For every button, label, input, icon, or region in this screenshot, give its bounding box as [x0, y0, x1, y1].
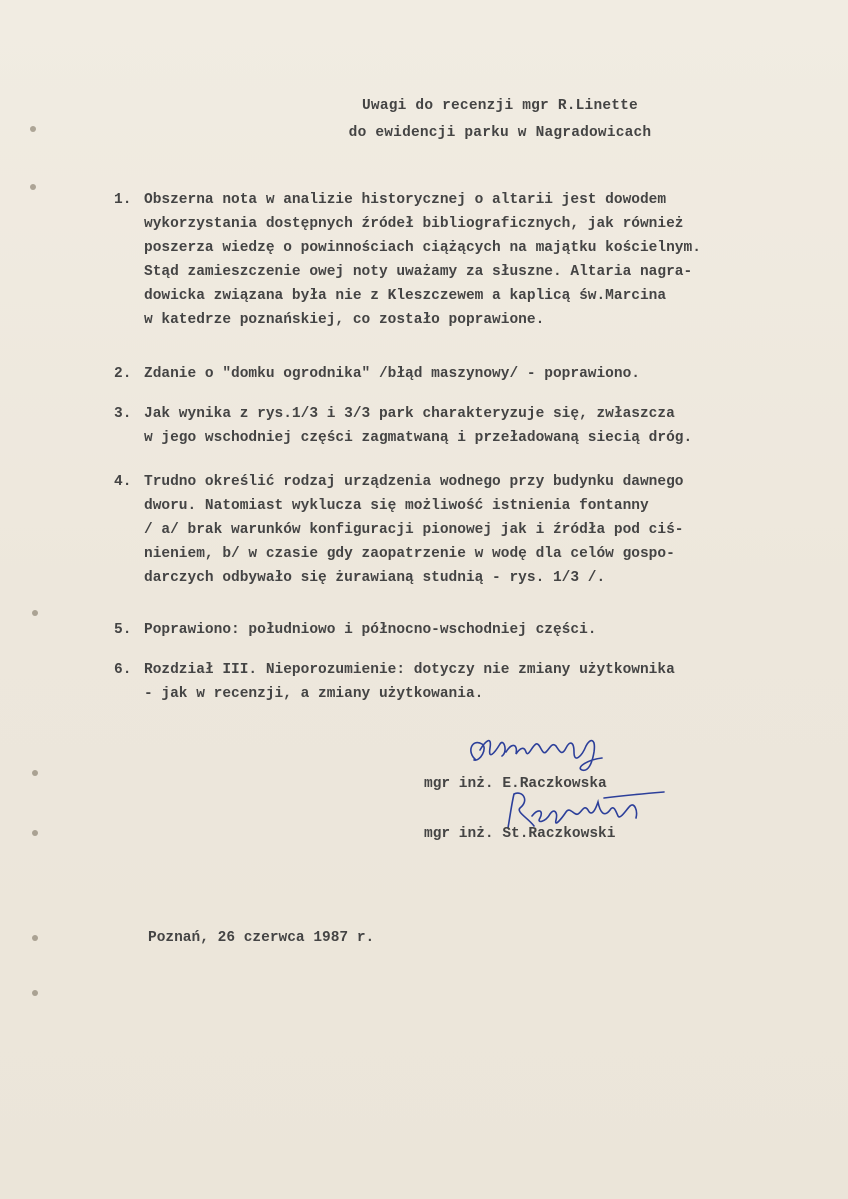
document-date: Poznań, 26 czerwca 1987 r. — [148, 930, 375, 946]
item-number: 1. — [114, 192, 132, 208]
document-title-line-2: do ewidencji parku w Nagradowicach — [348, 125, 652, 141]
item-number: 5. — [114, 622, 132, 638]
paragraph-line: Rozdział III. Nieporozumienie: dotyczy nie zmiany użytkownika — [144, 662, 675, 678]
paragraph-line: Jak wynika z rys.1/3 i 3/3 park charakteryzuje się, zwłaszcza — [144, 406, 675, 422]
item-number: 2. — [114, 366, 132, 382]
signatory-name: mgr inż. E.Raczkowska — [424, 776, 607, 792]
paragraph-line: nieniem, b/ w czasie gdy zaopatrzenie w wodę dla celów gospo- — [144, 546, 675, 562]
paragraph-line: - jak w recenzji, a zmiany użytkowania. — [144, 686, 484, 702]
item-number: 4. — [114, 474, 132, 490]
binder-holes — [0, 0, 60, 1199]
item-number: 3. — [114, 406, 132, 422]
binder-hole — [32, 770, 38, 776]
item-number: 6. — [114, 662, 132, 678]
paragraph-line: Obszerna nota w analizie historycznej o altarii jest dowodem — [144, 192, 667, 208]
binder-hole — [30, 184, 36, 190]
paragraph-line: Poprawiono: południowo i północno-wschodniej części. — [144, 622, 597, 638]
paragraph-line: / a/ brak warunków konfiguracji pionowej jak i źródła pod ciś- — [144, 522, 684, 538]
binder-hole — [32, 830, 38, 836]
paragraph-line: Trudno określić rodzaj urządzenia wodnego przy budynku dawnego — [144, 474, 684, 490]
binder-hole — [32, 610, 38, 616]
paragraph-line: dworu. Natomiast wyklucza się możliwość istnienia fontanny — [144, 498, 649, 514]
paragraph-line: darczych odbywało się żurawianą studnią - rys. 1/3 /. — [144, 570, 606, 586]
paragraph-line: wykorzystania dostępnych źródeł bibliograficznych, jak również — [144, 216, 684, 232]
binder-hole — [32, 990, 38, 996]
binder-hole — [30, 126, 36, 132]
signatory-name: mgr inż. St.Raczkowski — [424, 826, 616, 842]
paragraph-line: dowicka związana była nie z Kleszczewem a kaplicą św.Marcina — [144, 288, 667, 304]
paragraph-line: Stąd zamieszczenie owej noty uważamy za słuszne. Altaria nagra- — [144, 264, 693, 280]
paragraph-line: w jego wschodniej części zagmatwaną i przeładowaną siecią dróg. — [144, 430, 693, 446]
paragraph-line: poszerza wiedzę o powinnościach ciążących na majątku kościelnym. — [144, 240, 701, 256]
paragraph-line: w katedrze poznańskiej, co zostało poprawione. — [144, 312, 545, 328]
binder-hole — [32, 935, 38, 941]
paragraph-line: Zdanie o "domku ogrodnika" /błąd maszynowy/ - poprawiono. — [144, 366, 640, 382]
handwritten-signature-1 — [462, 730, 622, 780]
document-title-line-1: Uwagi do recenzji mgr R.Linette — [362, 98, 638, 114]
